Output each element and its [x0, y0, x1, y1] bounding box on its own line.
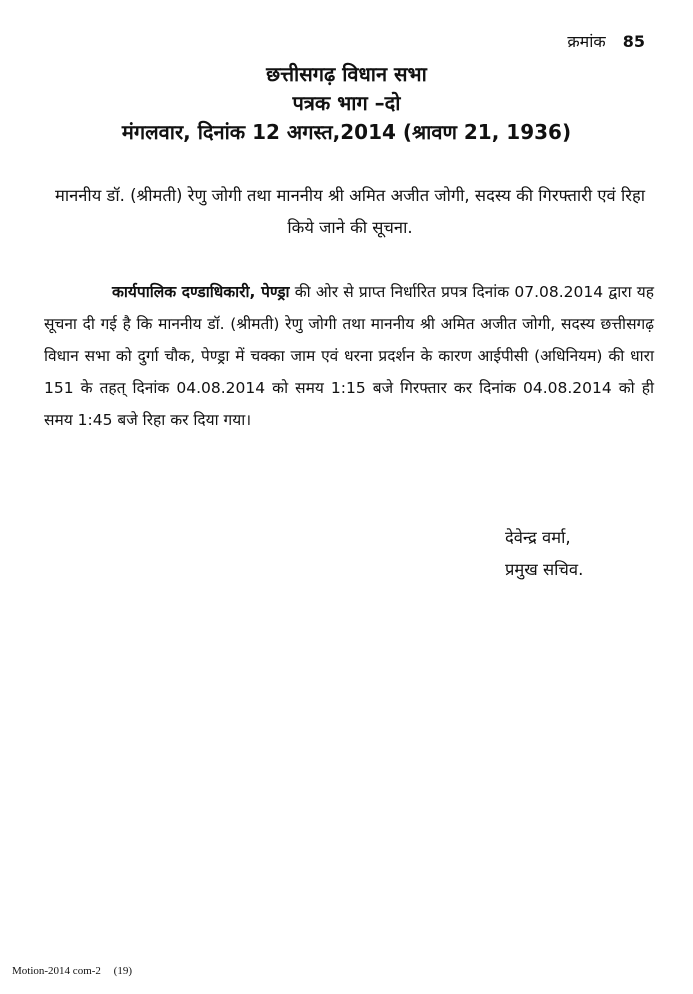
signatory-name: देवेन्द्र वर्मा, [505, 528, 571, 547]
assembly-title: छत्तीसगढ़ विधान सभा [266, 62, 427, 86]
serial-number-line [567, 30, 645, 52]
serial-label: क्रमांक [567, 32, 606, 51]
notice-body [44, 276, 654, 436]
signature-block [505, 522, 583, 586]
bulletin-title: पत्रक भाग –दो [292, 91, 401, 115]
signatory-designation: प्रमुख सचिव. [505, 560, 584, 579]
date-line: मंगलवार, दिनांक 12 अगस्त,2014 (श्रावण 21, 1936) [121, 120, 572, 144]
page-footer [12, 965, 132, 977]
footer-page-number: (19) [113, 965, 132, 977]
notice-subject: माननीय डॉ. (श्रीमती) रेणु जोगी तथा माननीय श्री अमित अजीत जोगी, सदस्य की गिरफ्तारी एवं रिहा किये जाने की सूचना. [54, 186, 646, 237]
body-text: की ओर से प्राप्त निर्धारित प्रपत्र दिनांक 07.08.2014 द्वारा यह सूचना दी गई है कि माननीय डॉ. (श्रीमती) रेणु जोगी तथा माननीय श्री अमित अजीत जोगी, सदस्य छत्तीसगढ़ विधान सभा को दुर्गा चौक, पेण्ड्रा में चक्का जाम एवं धरना प्रदर्शन के कारण आईपीसी (अधिनियम) की धारा 151 के तहत् दिनांक 04.08.2014 को समय 1:15 बजे गिरफ्तार कर दिनांक 04.08.2014 को ही समय 1:45 बजे रिहा कर दिया गया। [44, 283, 655, 429]
serial-number: 85 [622, 32, 645, 51]
issuing-authority: कार्यपालिक दण्डाधिकारी, पेण्ड्रा [112, 283, 290, 301]
footer-doc-ref: Motion-2014 com-2 [12, 965, 101, 977]
